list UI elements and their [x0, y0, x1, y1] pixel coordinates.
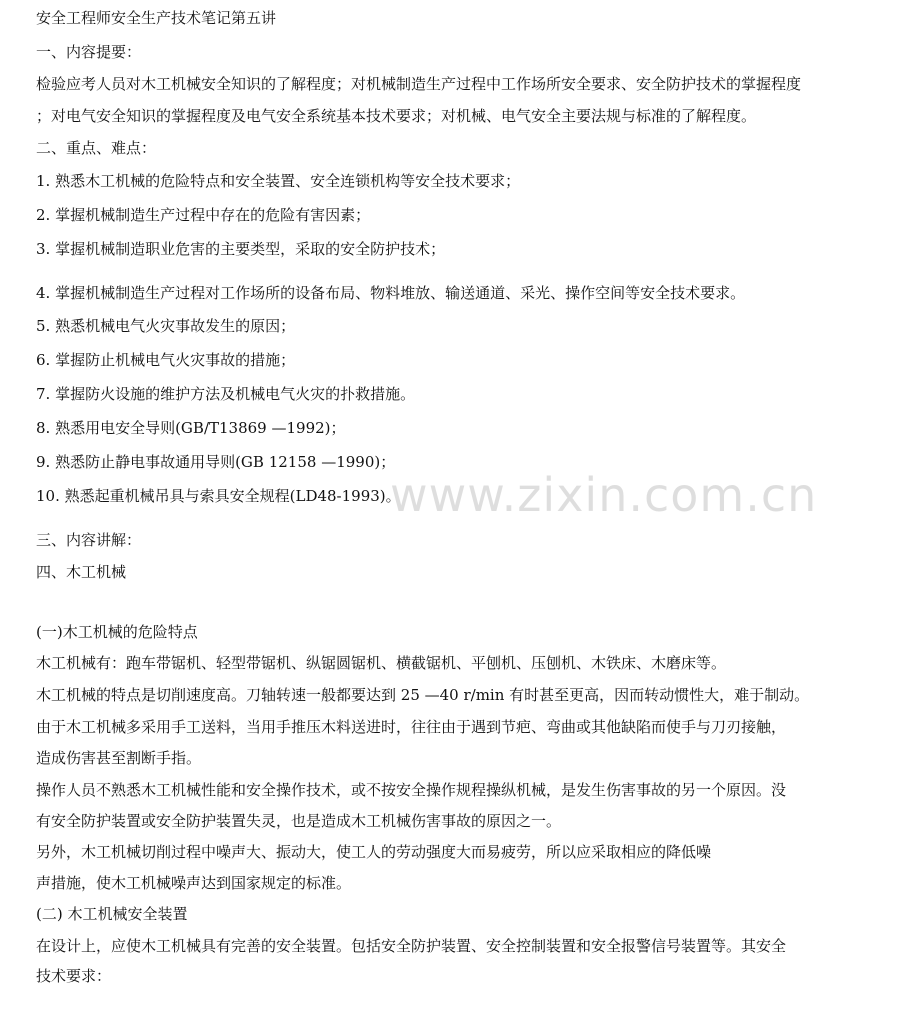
watermark: www.zixin.com.cn [390, 468, 818, 522]
key-point-item: 8. 熟悉用电安全导则(GB/T13869 —1992)； [36, 419, 346, 437]
key-point-item: 5. 熟悉机械电气火灾事故发生的原因； [36, 317, 296, 335]
section-heading-woodworking: 四、木工机械 [36, 563, 127, 581]
section-heading-summary: 一、内容提要： [36, 43, 142, 61]
paragraph-line: 另外，木工机械切削过程中噪声大、振动大，使工人的劳动强度大而易疲劳，所以应采取相应的降低噪 [36, 843, 712, 861]
key-point-item: 1. 熟悉木工机械的危险特点和安全装置、安全连锁机构等安全技术要求； [36, 172, 521, 190]
summary-text: 检验应考人员对木工机械安全知识的了解程度；对机械制造生产过程中工作场所安全要求、安全防护技术的掌握程度 [36, 75, 802, 93]
subsection-heading-safety-devices: (二) 木工机械安全装置 [36, 905, 188, 923]
paragraph-line: 操作人员不熟悉木工机械性能和安全操作技术，或不按安全操作规程操纵机械，是发生伤害事故的另一个原因。没 [36, 781, 787, 799]
summary-text: ；对电气安全知识的掌握程度及电气安全系统基本技术要求；对机械、电气安全主要法规与标准的了解程度。 [36, 107, 757, 125]
key-point-item: 2. 掌握机械制造生产过程中存在的危险有害因素； [36, 206, 371, 224]
paragraph-line: 造成伤害甚至割断手指。 [36, 749, 202, 767]
section-heading-key-points: 二、重点、难点： [36, 139, 157, 157]
subsection-heading-hazards: (一)木工机械的危险特点 [36, 623, 198, 641]
document-title: 安全工程师安全生产技术笔记第五讲 [36, 9, 277, 27]
key-point-item: 9. 熟悉防止静电事故通用导则(GB 12158 —1990)； [36, 453, 396, 471]
key-point-item: 7. 掌握防火设施的维护方法及机械电气火灾的扑救措施。 [36, 385, 416, 403]
section-heading-lecture: 三、内容讲解： [36, 531, 142, 549]
paragraph-line: 由于木工机械多采用手工送料，当用手推压木料送进时，往往由于遇到节疤、弯曲或其他缺陷而使手与刀刃接触， [36, 718, 787, 736]
key-point-item: 3. 掌握机械制造职业危害的主要类型，采取的安全防护技术； [36, 240, 446, 258]
paragraph-line: 木工机械有：跑车带锯机、轻型带锯机、纵锯圆锯机、横截锯机、平刨机、压刨机、木铁床、木磨床等。 [36, 654, 727, 672]
key-point-item: 4. 掌握机械制造生产过程对工作场所的设备布局、物料堆放、输送通道、采光、操作空间等安全技术要求。 [36, 284, 746, 302]
key-point-item: 10. 熟悉起重机械吊具与索具安全规程(LD48-1993)。 [36, 487, 401, 505]
key-point-item: 6. 掌握防止机械电气火灾事故的措施； [36, 351, 296, 369]
paragraph-line: 技术要求： [36, 967, 112, 985]
paragraph-line: 木工机械的特点是切削速度高。刀轴转速一般都要达到 25 —40 r/min 有时甚至更高，因而转动惯性大，难于制动。 [36, 686, 810, 704]
paragraph-line: 有安全防护装置或安全防护装置失灵，也是造成木工机械伤害事故的原因之一。 [36, 812, 562, 830]
paragraph-line: 在设计上，应使木工机械具有完善的安全装置。包括安全防护装置、安全控制装置和安全报警信号装置等。其安全 [36, 937, 787, 955]
paragraph-line: 声措施，使木工机械噪声达到国家规定的标准。 [36, 874, 352, 892]
